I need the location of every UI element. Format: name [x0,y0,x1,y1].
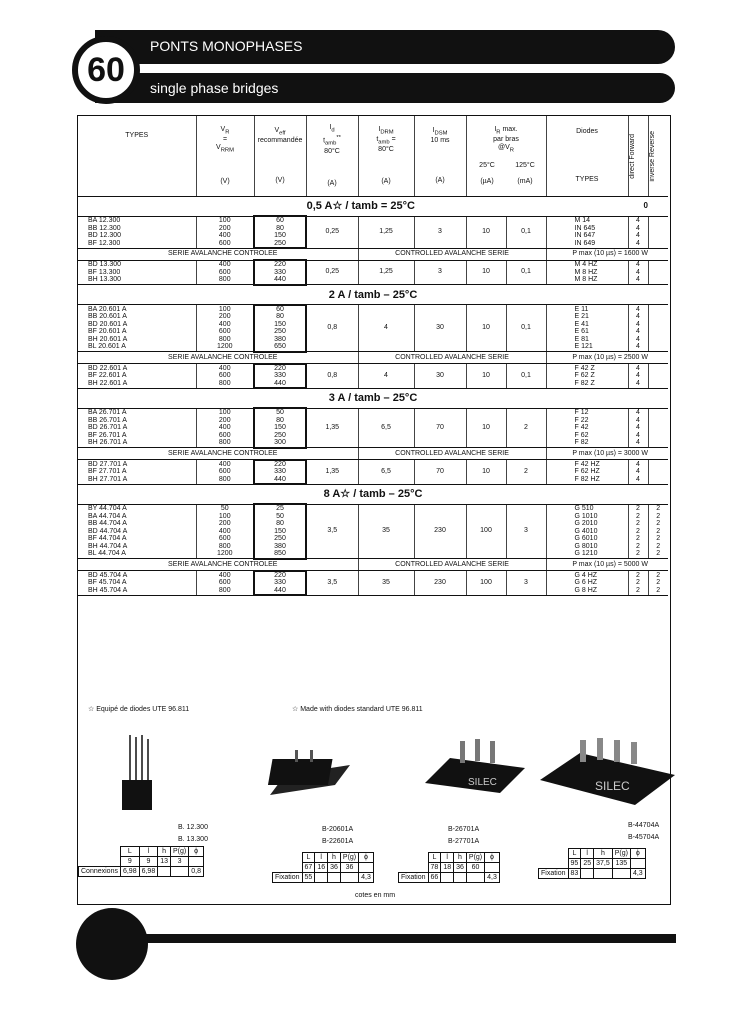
fwd-cell: 4 4 4 4 [628,216,648,248]
note-pmax: P max (10 µs) = 5000 W [546,559,668,571]
dim-col-header: h [454,853,467,863]
package-label: B-45704A [628,834,660,841]
dim-col-header: P(g) [340,853,358,863]
footnote-left: ☆ Equipé de diodes UTE 96.811 [88,706,190,713]
dim-row-label: Fixation [539,869,569,879]
id-cell: 0,8 [306,364,358,389]
dim-col-header: l [581,849,594,859]
types-cell: BY 44.704 A BA 44.704 A BB 44.704 A BD 44.704 A BF 44.704 A BH 44.704 A BL 44.704 A [78,504,196,559]
dim-col-header: ϕ [189,847,204,857]
veff-cell: 25 50 80 150 250 380 850 [254,504,306,559]
note-en: CONTROLLED AVALANCHE SERIE [358,248,546,260]
diodes-cell: M 4 HZ M 8 HZ M 8 HZ [546,260,628,285]
section-title: 8 A☆ / tamb – 25°C [78,484,668,504]
types-cell: BD 45.704 A BF 45.704 A BH 45.704 A [78,571,196,596]
diodes-cell: M 14 IN 645 IN 647 IN 649 [546,216,628,248]
dim-row-value [328,873,341,883]
dim-value: 18 [441,863,454,873]
cotes-label: cotes en mm [355,892,396,899]
dim-value: 60 [466,863,484,873]
dim-col-header: h [328,853,341,863]
ir125-cell: 2 [506,460,546,485]
types-cell: BD 22.601 A BF 22.601 A BH 22.601 A [78,364,196,389]
idsm-cell: 70 [414,460,466,485]
dim-value: 37,5 [594,859,613,869]
dim-row-value [612,869,630,879]
idrm-cell: 6,5 [358,460,414,485]
ir125-cell: 0,1 [506,216,546,248]
package-label: B. 13.300 [178,836,208,843]
title-french: PONTS MONOPHASES [150,38,303,54]
col-id: $I_d$ $t_{amb}^{**}$ 80°C (A) [306,116,358,197]
dim-row-value: 4,3 [485,873,500,883]
note-fr: SERIE AVALANCHE CONTROLEE [78,559,358,571]
dim-value: 67 [302,863,315,873]
rev-cell [648,260,668,285]
package-label: B-44704A [628,822,660,829]
types-cell: BD 13.300 BF 13.300 BH 13.300 [78,260,196,285]
dim-col-header: l [315,853,328,863]
diodes-cell: G 4 HZ G 6 HZ G 8 HZ [546,571,628,596]
idrm-cell: 1,25 [358,216,414,248]
note-pmax: P max (10 µs) = 1600 W [546,248,668,260]
ir25-cell: 10 [466,216,506,248]
ir125-cell: 0,1 [506,305,546,352]
rev-cell [648,460,668,485]
footer-circle [76,908,148,980]
dim-row-value [441,873,454,883]
dim-col-header: ϕ [485,853,500,863]
section-title: 0,5 A☆ / tamb = 25°C 0 [78,197,668,217]
table-row [78,364,668,389]
ir25-cell: 10 [466,260,506,285]
dim-value: 25 [581,859,594,869]
dim-value [359,863,374,873]
ir125-cell: 3 [506,504,546,559]
note-fr: SERIE AVALANCHE CONTROLEE [78,448,358,460]
note-fr: SERIE AVALANCHE CONTROLEE [78,248,358,260]
table-row [78,504,668,559]
id-cell: 1,35 [306,460,358,485]
dim-col-header: h [594,849,613,859]
rev-cell [648,305,668,352]
dim-row-value [581,869,594,879]
dim-row-label: Fixation [273,873,303,883]
dim-col-header: ϕ [630,849,645,859]
ir25-cell: 10 [466,460,506,485]
package-image-b12300 [112,735,162,825]
idrm-cell: 6,5 [358,408,414,448]
dim-value: 36 [328,863,341,873]
dim-value: 16 [315,863,328,873]
diodes-cell: G 510 G 1010 G 2010 G 4010 G 6010 G 8010 G 1210 [546,504,628,559]
ir25-cell: 100 [466,571,506,596]
idsm-cell: 30 [414,305,466,352]
package-label: B-26701A [448,826,480,833]
ir125-cell: 0,1 [506,260,546,285]
ir25-cell: 100 [466,504,506,559]
dim-col-header: L [428,853,441,863]
dim-value: 78 [428,863,441,873]
types-cell: BA 26.701 A BB 26.701 A BD 26.701 A BF 26.701 A BH 26.701 A [78,408,196,448]
fwd-cell: 2 2 2 2 2 2 2 [628,504,648,559]
spec-table [78,116,668,596]
dim-row-value: 55 [302,873,315,883]
note-en: CONTROLLED AVALANCHE SERIE [358,352,546,364]
col-veff: $V_{eff}$ recommandée (V) [254,116,306,197]
col-idrm: $I_{DRM}$ $t_{amb}$ = 80°C (A) [358,116,414,197]
veff-cell: 220 330 440 [254,460,306,485]
col-ir: $I_R$ max. par bras $@V_R$ 25°C 125°C (µA) (mA) [466,116,546,197]
vr-cell: 400 600 800 [196,571,254,596]
idsm-cell: 70 [414,408,466,448]
note-fr: SERIE AVALANCHE CONTROLEE [78,352,358,364]
fwd-cell: 4 4 4 [628,460,648,485]
col-direct: direct Forward [628,116,648,197]
rev-cell: 2 2 2 2 2 2 2 [648,504,668,559]
note-en: CONTROLLED AVALANCHE SERIE [358,559,546,571]
package-image-b44704 [535,735,680,815]
dim-col-header: ϕ [359,853,374,863]
id-cell: 1,35 [306,408,358,448]
fwd-cell: 4 4 4 4 4 4 [628,305,648,352]
veff-cell: 50 80 150 250 300 [254,408,306,448]
rev-cell: 2 2 2 [648,571,668,596]
dim-col-header: L [120,847,139,857]
table-row [78,571,668,596]
dimension-table [78,846,204,877]
veff-cell: 220 330 440 [254,364,306,389]
col-vr: $V_R$ = $V_{RRM}$ (V) [196,116,254,197]
dim-row-value [454,873,467,883]
col-idsm: $I_{DSM}$ 10 ms (A) [414,116,466,197]
dim-value: 9 [139,857,158,867]
note-pmax: P max (10 µs) = 2500 W [546,352,668,364]
idsm-cell: 230 [414,571,466,596]
id-cell: 3,5 [306,504,358,559]
dim-value: 36 [454,863,467,873]
diodes-cell: E 11 E 21 E 41 E 61 E 81 E 121 [546,305,628,352]
dim-col-header: P(g) [466,853,484,863]
dim-col-header: P(g) [171,847,189,857]
idrm-cell: 4 [358,364,414,389]
veff-cell: 220 330 440 [254,571,306,596]
ir125-cell: 0,1 [506,364,546,389]
dim-row-value: 4,3 [359,873,374,883]
dim-row-value: 83 [568,869,581,879]
dim-value: 13 [158,857,171,867]
col-types: TYPES [78,116,196,197]
title-english: single phase bridges [150,80,279,96]
ir25-cell: 10 [466,364,506,389]
dim-row-label: Fixation [399,873,429,883]
dim-row-value [340,873,358,883]
fwd-cell: 4 4 4 [628,364,648,389]
vr-cell: 100 200 400 600 [196,216,254,248]
col-diodes: Diodes TYPES [546,116,628,197]
table-row [78,305,668,352]
dim-col-header: h [158,847,171,857]
fwd-cell: 2 2 2 [628,571,648,596]
vr-cell: 100 200 400 600 800 1200 [196,305,254,352]
table-row [78,260,668,285]
svg-text:SILEC: SILEC [468,777,497,788]
header-row [78,116,668,197]
dim-row-value [158,867,171,877]
rev-cell [648,408,668,448]
note-en: CONTROLLED AVALANCHE SERIE [358,448,546,460]
dim-row-value: 4,3 [630,869,645,879]
dim-value: 36 [340,863,358,873]
dim-value: 95 [568,859,581,869]
veff-cell: 60 80 150 250 380 650 [254,305,306,352]
vr-cell: 100 200 400 600 800 [196,408,254,448]
package-label: B-27701A [448,838,480,845]
dim-value [630,859,645,869]
dim-row-value [594,869,613,879]
note-pmax: P max (10 µs) = 3000 W [546,448,668,460]
dim-value [189,857,204,867]
table-row [78,408,668,448]
ir25-cell: 10 [466,305,506,352]
dimension-table [398,852,500,883]
dim-col-header: L [568,849,581,859]
zero-marker: 0 [643,201,648,210]
dim-col-header: l [441,853,454,863]
package-image-b26701 [420,733,530,803]
package-label: B-20601A [322,826,354,833]
dimension-table [538,848,646,879]
idsm-cell: 3 [414,260,466,285]
veff-cell: 220 330 440 [254,260,306,285]
types-cell: BD 27.701 A BF 27.701 A BH 27.701 A [78,460,196,485]
id-cell: 0,8 [306,305,358,352]
section-title: 2 A / tamb – 25°C [78,285,668,305]
dim-value: 9 [120,857,139,867]
idsm-cell: 3 [414,216,466,248]
svg-text:SILEC: SILEC [595,779,630,793]
dim-value: 3 [171,857,189,867]
idrm-cell: 1,25 [358,260,414,285]
dim-row-value: 6,98 [139,867,158,877]
idrm-cell: 35 [358,504,414,559]
vr-cell: 50 100 200 400 600 800 1200 [196,504,254,559]
ir25-cell: 10 [466,408,506,448]
ir125-cell: 3 [506,571,546,596]
dim-row-value: 6,98 [120,867,139,877]
types-cell: BA 12.300 BB 12.300 BD 12.300 BF 12.300 [78,216,196,248]
diodes-cell: F 12 F 22 F 42 F 62 F 82 [546,408,628,448]
table-row [78,216,668,248]
types-cell: BA 20.601 A BB 20.601 A BD 20.601 A BF 20.601 A BH 20.601 A BL 20.601 A [78,305,196,352]
ir125-cell: 2 [506,408,546,448]
page-number-badge: 60 [72,36,140,104]
dim-row-value [171,867,189,877]
package-image-b20601 [265,745,355,805]
dim-row-value [466,873,484,883]
dim-row-value: 0,8 [189,867,204,877]
vr-cell: 400 600 800 [196,364,254,389]
dim-col-header: P(g) [612,849,630,859]
vr-cell: 400 600 800 [196,460,254,485]
diodes-cell: F 42 Z F 62 Z F 82 Z [546,364,628,389]
table-row [78,460,668,485]
id-cell: 0,25 [306,216,358,248]
footer-bar [100,934,676,943]
rev-cell [648,216,668,248]
idrm-cell: 35 [358,571,414,596]
col-inverse: inverse Reverse [648,116,668,197]
idsm-cell: 230 [414,504,466,559]
footnote-right: ☆ Made with diodes standard UTE 96.811 [292,706,423,713]
dim-row-value: 66 [428,873,441,883]
veff-cell: 60 80 150 250 [254,216,306,248]
fwd-cell: 4 4 4 4 4 [628,408,648,448]
dimension-table [272,852,374,883]
rev-cell [648,364,668,389]
dim-col-header: l [139,847,158,857]
fwd-cell: 4 4 4 [628,260,648,285]
dim-value [485,863,500,873]
idrm-cell: 4 [358,305,414,352]
package-label: B. 12.300 [178,824,208,831]
package-label: B-22601A [322,838,354,845]
dim-value: 135 [612,859,630,869]
idsm-cell: 30 [414,364,466,389]
dim-col-header: L [302,853,315,863]
section-title: 3 A / tamb – 25°C [78,388,668,408]
id-cell: 0,25 [306,260,358,285]
dim-row-value [315,873,328,883]
vr-cell: 400 600 800 [196,260,254,285]
id-cell: 3,5 [306,571,358,596]
dim-row-label: Connexions [79,867,121,877]
diodes-cell: F 42 HZ F 62 HZ F 82 HZ [546,460,628,485]
